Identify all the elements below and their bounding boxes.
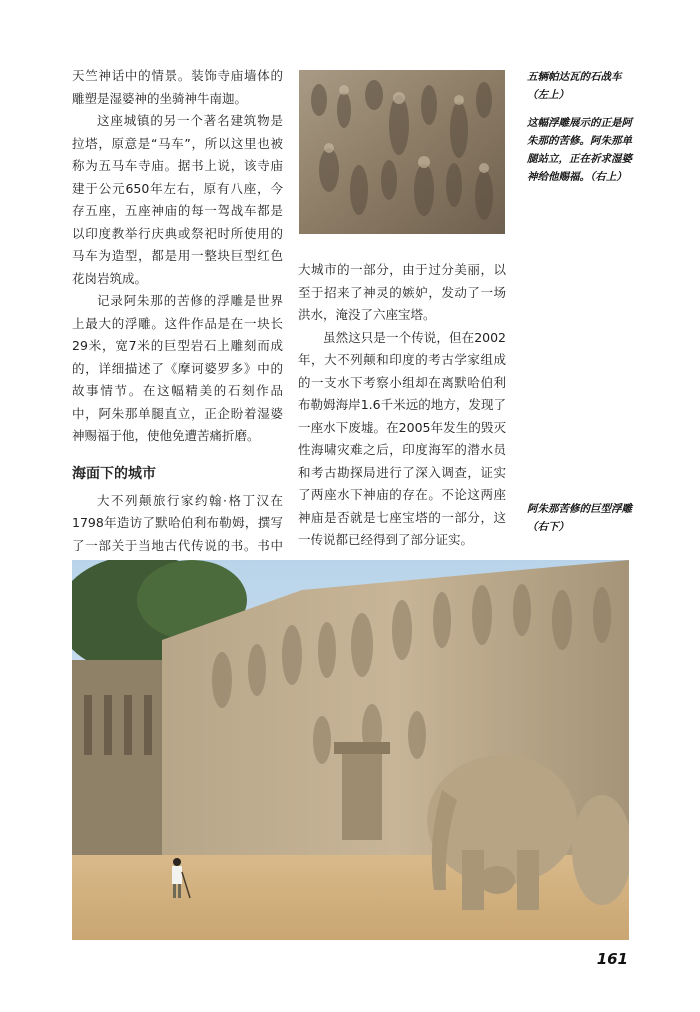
giant-relief-photo: [72, 560, 629, 940]
relief-carving-photo: [299, 70, 505, 234]
caption-chariots: 五辆帕达瓦的石战车（左上）: [527, 71, 622, 101]
paragraph-chariot-temple: 这座城镇的另一个著名建筑物是拉塔，原意是“马车”，所以这里也被称为五马车寺庙。据书上说，该寺庙建于公元650年左右，原有八座，今存五座，五座神庙的每一驾战车都是以印度教举行庆典或祭祀时所使用的马车为造型，都是用一整块巨型红色花岗岩筑成。: [72, 113, 283, 286]
page-number: 161: [596, 950, 628, 968]
paragraph-intro: 天竺神话中的情景。装饰寺庙墙体的雕塑是湿婆神的坐骑神牛南迦。: [72, 68, 283, 106]
caption-penance: 这幅浮雕展示的正是阿朱那的苦修。阿朱那单腿站立，正在祈求湿婆神给他赐福。（右上）: [527, 117, 632, 183]
caption-giant-relief: 阿朱那苦修的巨型浮雕（右下）: [527, 503, 632, 533]
paragraph-underwater-city: 大不列颠旅行家约翰·格丁汉在1798年造访了默哈伯利布勒姆，撰写了一部关于当地古代传说的书。书中: [72, 492, 283, 553]
text-column-left: [72, 65, 283, 602]
paragraph-continued: 大城市的一部分，由于过分美丽，以至于招来了神灵的嫉妒，发动了一场洪水，淹没了六座宝塔。: [298, 262, 506, 322]
paragraph-legend: 虽然这只是一个传说，但在2002年，大不列颠和印度的考古学家组成的一支水下考察小组却在离默哈伯利布勒姆海岸1.6千米远的地方，发现了一座水下废墟。在2005年发生的毁灭性海啸灾难之后，印度海军的潜水员和考古勘探局进行了深入调查，证实了两座水下神庙的存在。不论这两座神庙是否就是七座宝塔的一部分，这一传说都已经得到了部分证实。: [298, 329, 506, 547]
text-column-middle: [298, 259, 506, 552]
section-heading: 海面下的城市: [72, 465, 156, 482]
paragraph-relief: 记录阿朱那的苦修的浮雕是世界上最大的浮雕。这件作品是在一块长29米，宽7米的巨型岩石上雕刻而成的，详细描述了《摩诃婆罗多》中的故事情节。在这幅精美的石刻作品中，阿朱那单腿直立，正企盼着湿婆神赐福于他，使他免遭苦痛折磨。: [72, 293, 283, 443]
